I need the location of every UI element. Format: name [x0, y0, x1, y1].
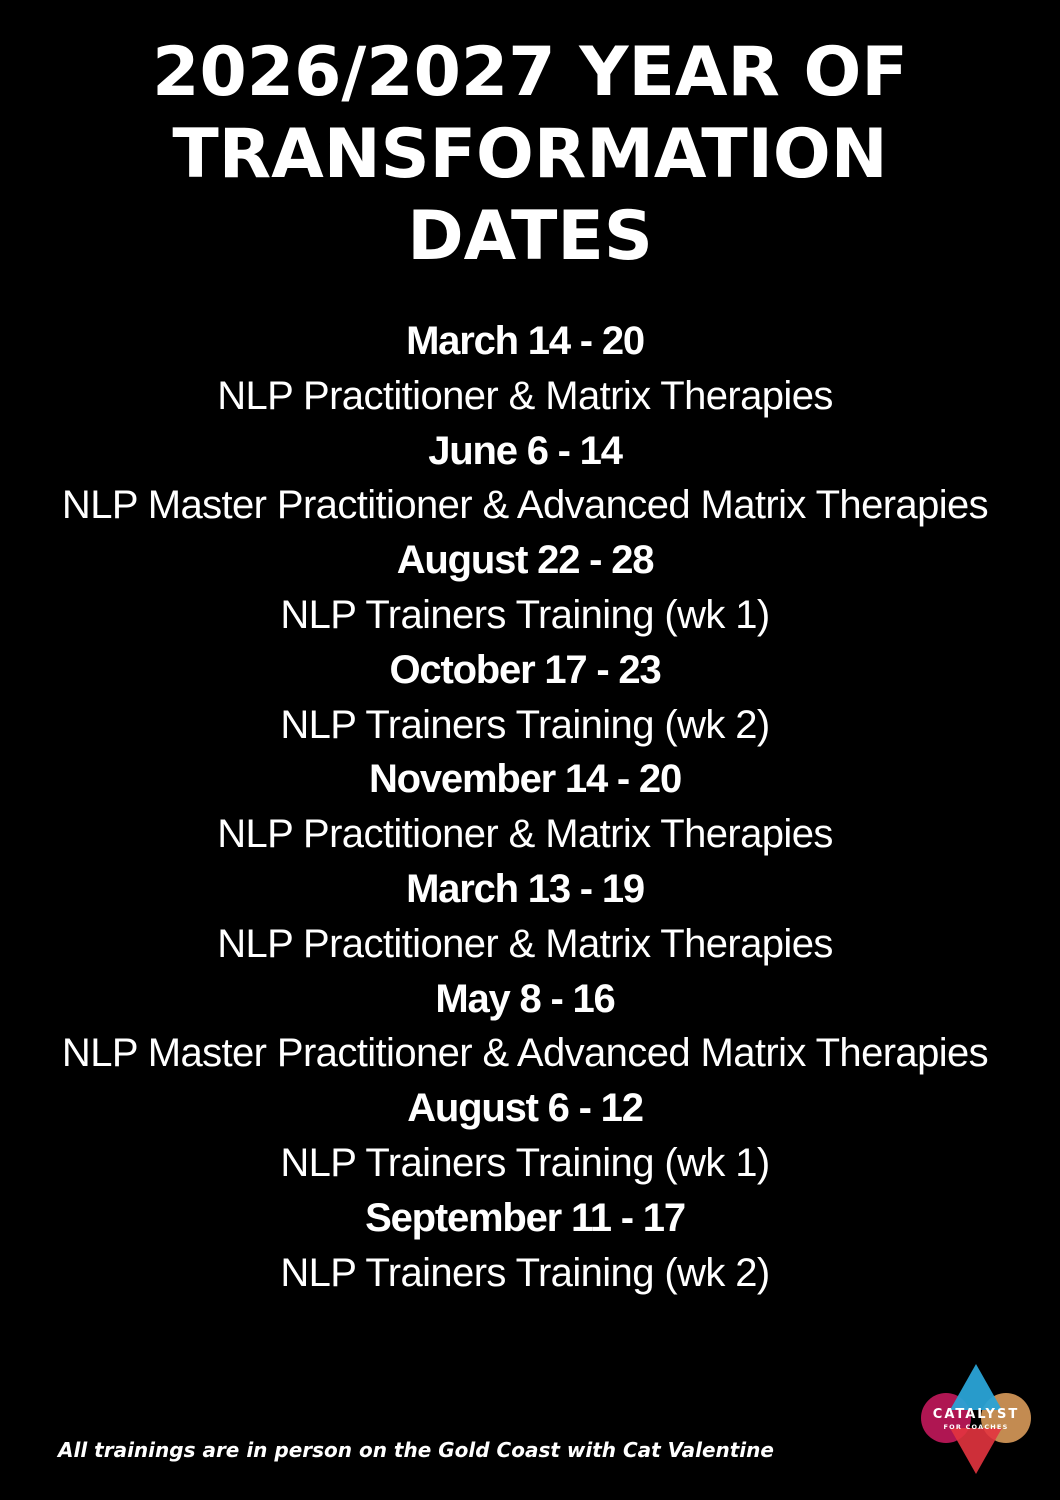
entry-course: NLP Master Practitioner & Advanced Matrix Therapies — [61, 483, 989, 528]
entry-date: June 6 - 14 — [428, 428, 622, 473]
footnote: All trainings are in person on the Gold Coast with Cat Valentine — [58, 1438, 774, 1462]
entry-course: NLP Trainers Training (wk 1) — [280, 592, 770, 637]
entry-date: March 14 - 20 — [406, 319, 644, 363]
entry-course: NLP Master Practitioner & Advanced Matrix Therapies — [61, 1031, 989, 1076]
entry-course: NLP Practitioner & Matrix Therapies — [217, 812, 833, 857]
schedule-entry — [40, 1191, 1010, 1301]
entry-date: May 8 - 16 — [435, 976, 615, 1021]
page-title: 2026/2027 YEAR OF TRANSFORMATION DATES — [152, 33, 908, 276]
schedule-entry — [40, 862, 1010, 972]
logo-top-triangle — [950, 1364, 1002, 1410]
schedule-entry — [40, 972, 1010, 1082]
logo-wordmark: CATALYST — [932, 1407, 1020, 1422]
entry-date: August 22 - 28 — [396, 538, 654, 583]
catalyst-logo-icon — [916, 1362, 1036, 1478]
logo-bottom-triangle — [950, 1428, 1002, 1474]
entry-date: November 14 - 20 — [368, 757, 682, 802]
logo-subtitle: FOR COACHES — [943, 1423, 1009, 1431]
schedule-entry — [40, 533, 1010, 643]
entry-date: September 11 - 17 — [365, 1195, 685, 1240]
entry-date: August 6 - 12 — [407, 1086, 643, 1131]
entry-date: March 13 - 19 — [406, 866, 644, 911]
entry-course: NLP Practitioner & Matrix Therapies — [217, 921, 833, 966]
entry-course: NLP Trainers Training (wk 1) — [280, 1140, 770, 1185]
entry-course: NLP Trainers Training (wk 2) — [280, 702, 770, 747]
entry-date: October 17 - 23 — [389, 647, 661, 692]
schedule-entry — [40, 1081, 1010, 1191]
schedule-entry — [40, 424, 1010, 534]
schedule-entry — [40, 314, 1010, 424]
schedule-list — [40, 314, 1010, 1300]
entry-course: NLP Trainers Training (wk 2) — [280, 1250, 770, 1295]
schedule-entry — [40, 752, 1010, 862]
entry-course: NLP Practitioner & Matrix Therapies — [217, 373, 833, 418]
schedule-entry — [40, 643, 1010, 753]
